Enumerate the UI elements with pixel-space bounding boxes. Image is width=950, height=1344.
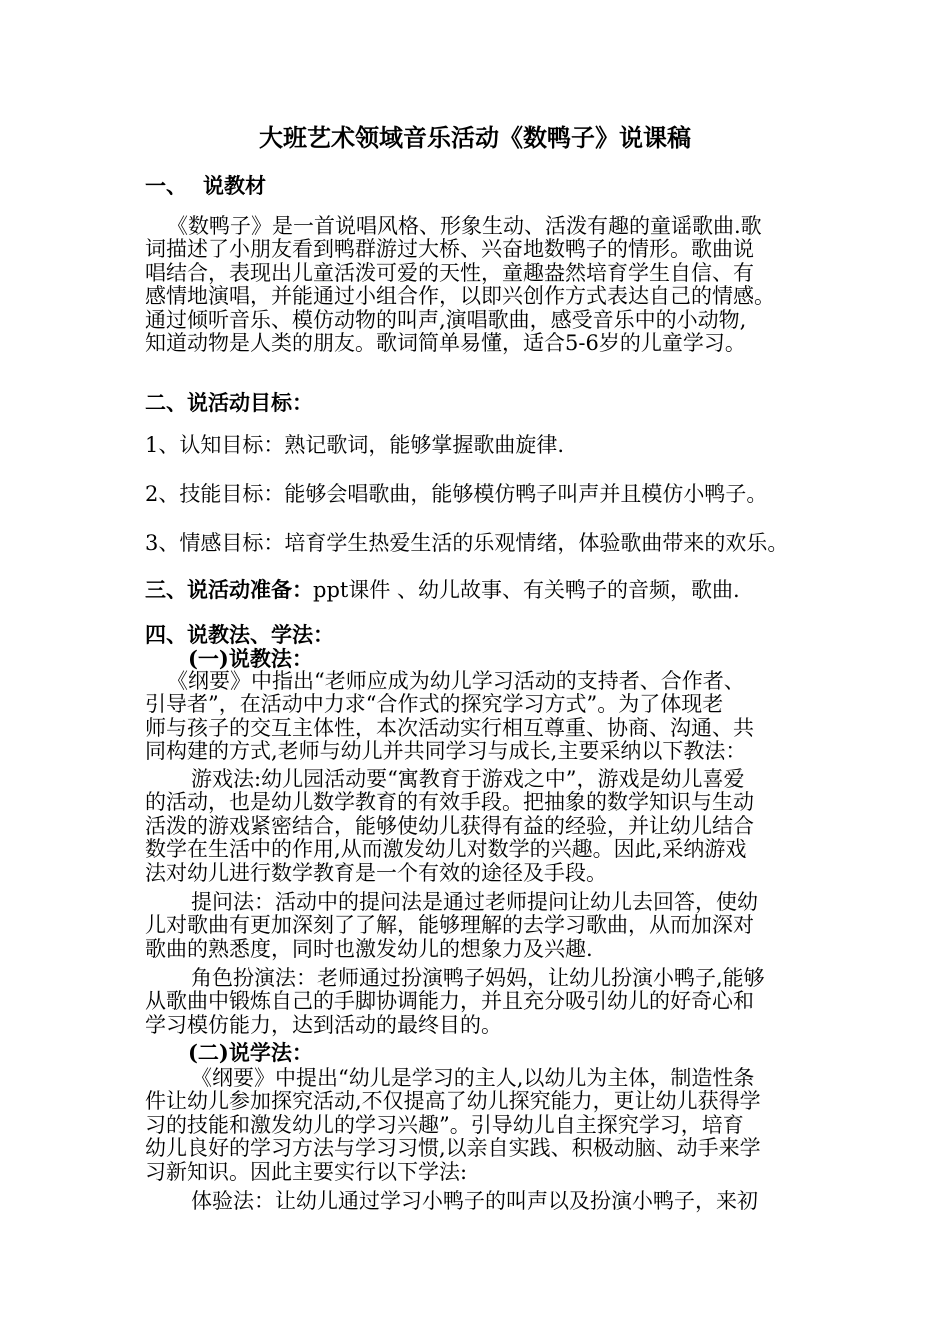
paragraph-line: 儿对歌曲有更加深刻了了解，能够理解的去学习歌曲，从而加深对 [145, 913, 754, 938]
section-3-content: ppt课件 、幼儿故事、有关鸭子的音频，歌曲. [313, 578, 740, 602]
paragraph-line: 《数鸭子》是一首说唱风格、形象生动、活泼有趣的童谣歌曲.歌 [167, 214, 762, 238]
paragraph-line: 的活动，也是幼儿数学教育的有效手段。把抽象的数学知识与生动 [145, 790, 754, 815]
paragraph-line: 感情地演唱，并能通过小组合作，以即兴创作方式表达自己的情感。 [145, 284, 775, 309]
paragraph-line: 师与孩子的交互主体性，本次活动实行相互尊重、协商、沟通、共 [145, 715, 754, 740]
paragraph-line: 体验法：让幼儿通过学习小鸭子的叫声以及扮演小鸭子，来初 [191, 1189, 758, 1213]
paragraph-line: 习的技能和激发幼儿的学习兴趣”。引导幼儿自主探究学习，培育 [145, 1112, 744, 1137]
paragraph-line: 角色扮演法：老师通过扮演鸭子妈妈，让幼儿扮演小鸭子,能够 [191, 966, 765, 990]
paragraph-line: 知道动物是人类的朋友。歌词简单易懂，适合5-6岁的儿童学习。 [145, 330, 746, 355]
paragraph-line: 活泼的游戏紧密结合，能够使幼儿获得有益的经验，并让幼儿结合 [145, 813, 754, 838]
learning-method-heading: (二)说学法： [188, 1040, 313, 1065]
section-3-label: 三、说活动准备： [145, 577, 313, 602]
role-play-method-paragraph [145, 967, 825, 1037]
paragraph-line: 通过倾听音乐、模仿动物的叫声,演唱歌曲，感受音乐中的小动物, [145, 307, 747, 332]
document-title: 大班艺术领域音乐活动《数鸭子》说课稿 [259, 123, 691, 152]
paragraph-line: 游戏法:幼儿园活动要“寓教育于游戏之中”，游戏是幼儿喜爱 [191, 767, 745, 791]
paragraph-line: 歌曲的熟悉度，同时也激发幼儿的想象力及兴趣. [145, 936, 593, 961]
paragraph-line: 学习模仿能力，达到活动的最终目的。 [145, 1012, 502, 1037]
section-1-label: 说教材 [203, 173, 266, 198]
paragraph-line: 《纲要》中提出“幼儿是学习的主人,以幼儿为主体，制造性条 [191, 1066, 755, 1090]
paragraph-line: 唱结合，表现出儿童活泼可爱的天性，童趣盎然培育学生自信、有 [145, 260, 754, 285]
goal-skill: 2、技能目标：能够会唱歌曲，能够模仿鸭子叫声并且模仿小鸭子。 [145, 482, 768, 506]
section-1-number: 一、 [145, 173, 187, 198]
section-1-paragraph [145, 215, 825, 355]
paragraph-line: 从歌曲中锻炼自己的手脚协调能力，并且充分吸引幼儿的好奇心和 [145, 989, 754, 1014]
section-4-heading: 四、说教法、学法： [145, 622, 334, 647]
paragraph-line: 《纲要》中指出“老师应成为幼儿学习活动的支持者、合作者、 [167, 669, 745, 693]
paragraph-line: 提问法：活动中的提问法是通过老师提问让幼儿去回答，使幼 [191, 890, 758, 914]
paragraph-line: 习新知识。因此主要实行以下学法: [145, 1159, 468, 1184]
paragraph-line: 同构建的方式,老师与幼儿并共同学习与成长,主要采纳以下教法： [145, 739, 747, 764]
paragraph-line: 法对幼儿进行数学教育是一个有效的途径及手段。 [145, 860, 607, 885]
section-1-heading [145, 172, 266, 200]
teaching-method-heading: (一)说教法： [188, 646, 313, 671]
section-2-heading: 二、说活动目标： [145, 390, 313, 415]
teaching-method-intro [145, 670, 825, 764]
goal-cognitive: 1、认知目标：熟记歌词，能够掌握歌曲旋律. [145, 433, 565, 457]
question-method-paragraph [145, 891, 825, 961]
experience-method-paragraph [145, 1190, 825, 1213]
paragraph-line: 幼儿良好的学习方法与学习习惯,以亲自实践、积极动脑、动手来学 [145, 1136, 761, 1161]
paragraph-line: 件让幼儿参加探究活动,不仅提高了幼儿探究能力，更让幼儿获得学 [145, 1089, 761, 1114]
goal-emotion: 3、情感目标：培育学生热爱生活的乐观情绪，体验歌曲带来的欢乐。 [145, 531, 789, 555]
paragraph-line: 数学在生活中的作用,从而激发幼儿对数学的兴趣。因此,采纳游戏 [145, 837, 747, 862]
paragraph-line: 引导者”，在活动中力求“合作式的探究学习方式”。为了体现老 [145, 692, 724, 717]
game-method-paragraph [145, 768, 825, 885]
section-3-heading [145, 576, 740, 604]
paragraph-line: 词描述了小朋友看到鸭群游过大桥、兴奋地数鸭子的情形。歌曲说 [145, 237, 754, 262]
learning-method-intro [145, 1067, 825, 1184]
